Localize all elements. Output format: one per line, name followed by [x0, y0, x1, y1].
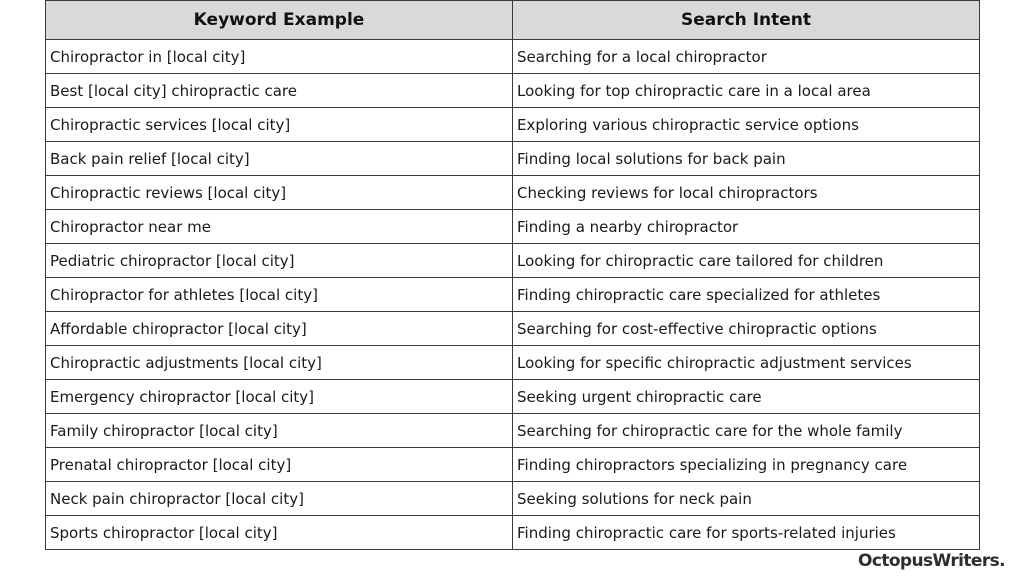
table-row [46, 74, 980, 108]
table-row [46, 40, 980, 74]
table-row [46, 142, 980, 176]
keyword-cell: Chiropractic adjustments [local city] [46, 346, 513, 380]
table-row [46, 278, 980, 312]
brand-logo-text: OctopusWriters. [857, 551, 1005, 571]
keyword-cell: Back pain relief [local city] [46, 142, 513, 176]
intent-cell: Seeking solutions for neck pain [513, 482, 980, 516]
intent-cell: Looking for top chiropractic care in a local area [513, 74, 980, 108]
keyword-cell: Neck pain chiropractor [local city] [46, 482, 513, 516]
keyword-cell: Emergency chiropractor [local city] [46, 380, 513, 414]
keyword-cell: Prenatal chiropractor [local city] [46, 448, 513, 482]
intent-cell: Checking reviews for local chiropractors [513, 176, 980, 210]
keyword-cell: Affordable chiropractor [local city] [46, 312, 513, 346]
table-row [46, 176, 980, 210]
keyword-intent-table [45, 0, 980, 550]
keyword-cell: Chiropractic reviews [local city] [46, 176, 513, 210]
intent-cell: Finding chiropractic care for sports-related injuries [513, 516, 980, 550]
intent-cell: Searching for chiropractic care for the whole family [513, 414, 980, 448]
intent-cell: Looking for specific chiropractic adjustment services [513, 346, 980, 380]
keyword-cell: Best [local city] chiropractic care [46, 74, 513, 108]
table-row [46, 210, 980, 244]
intent-cell: Searching for cost-effective chiropractic options [513, 312, 980, 346]
intent-cell: Finding a nearby chiropractor [513, 210, 980, 244]
table-header-row [46, 1, 980, 40]
intent-cell: Finding chiropractors specializing in pregnancy care [513, 448, 980, 482]
keyword-cell: Chiropractor near me [46, 210, 513, 244]
table-row [46, 448, 980, 482]
table-row [46, 108, 980, 142]
column-header-intent: Search Intent [513, 1, 980, 40]
table-row [46, 482, 980, 516]
keyword-cell: Chiropractic services [local city] [46, 108, 513, 142]
keyword-cell: Sports chiropractor [local city] [46, 516, 513, 550]
intent-cell: Exploring various chiropractic service options [513, 108, 980, 142]
table-row [46, 380, 980, 414]
keyword-cell: Chiropractor for athletes [local city] [46, 278, 513, 312]
table-row [46, 312, 980, 346]
keyword-cell: Chiropractor in [local city] [46, 40, 513, 74]
table-row [46, 414, 980, 448]
intent-cell: Seeking urgent chiropractic care [513, 380, 980, 414]
column-header-keyword: Keyword Example [46, 1, 513, 40]
table-row [46, 244, 980, 278]
intent-cell: Searching for a local chiropractor [513, 40, 980, 74]
intent-cell: Finding local solutions for back pain [513, 142, 980, 176]
intent-cell: Finding chiropractic care specialized for athletes [513, 278, 980, 312]
keyword-cell: Family chiropractor [local city] [46, 414, 513, 448]
table-row [46, 516, 980, 550]
intent-cell: Looking for chiropractic care tailored for children [513, 244, 980, 278]
keyword-cell: Pediatric chiropractor [local city] [46, 244, 513, 278]
table-row [46, 346, 980, 380]
